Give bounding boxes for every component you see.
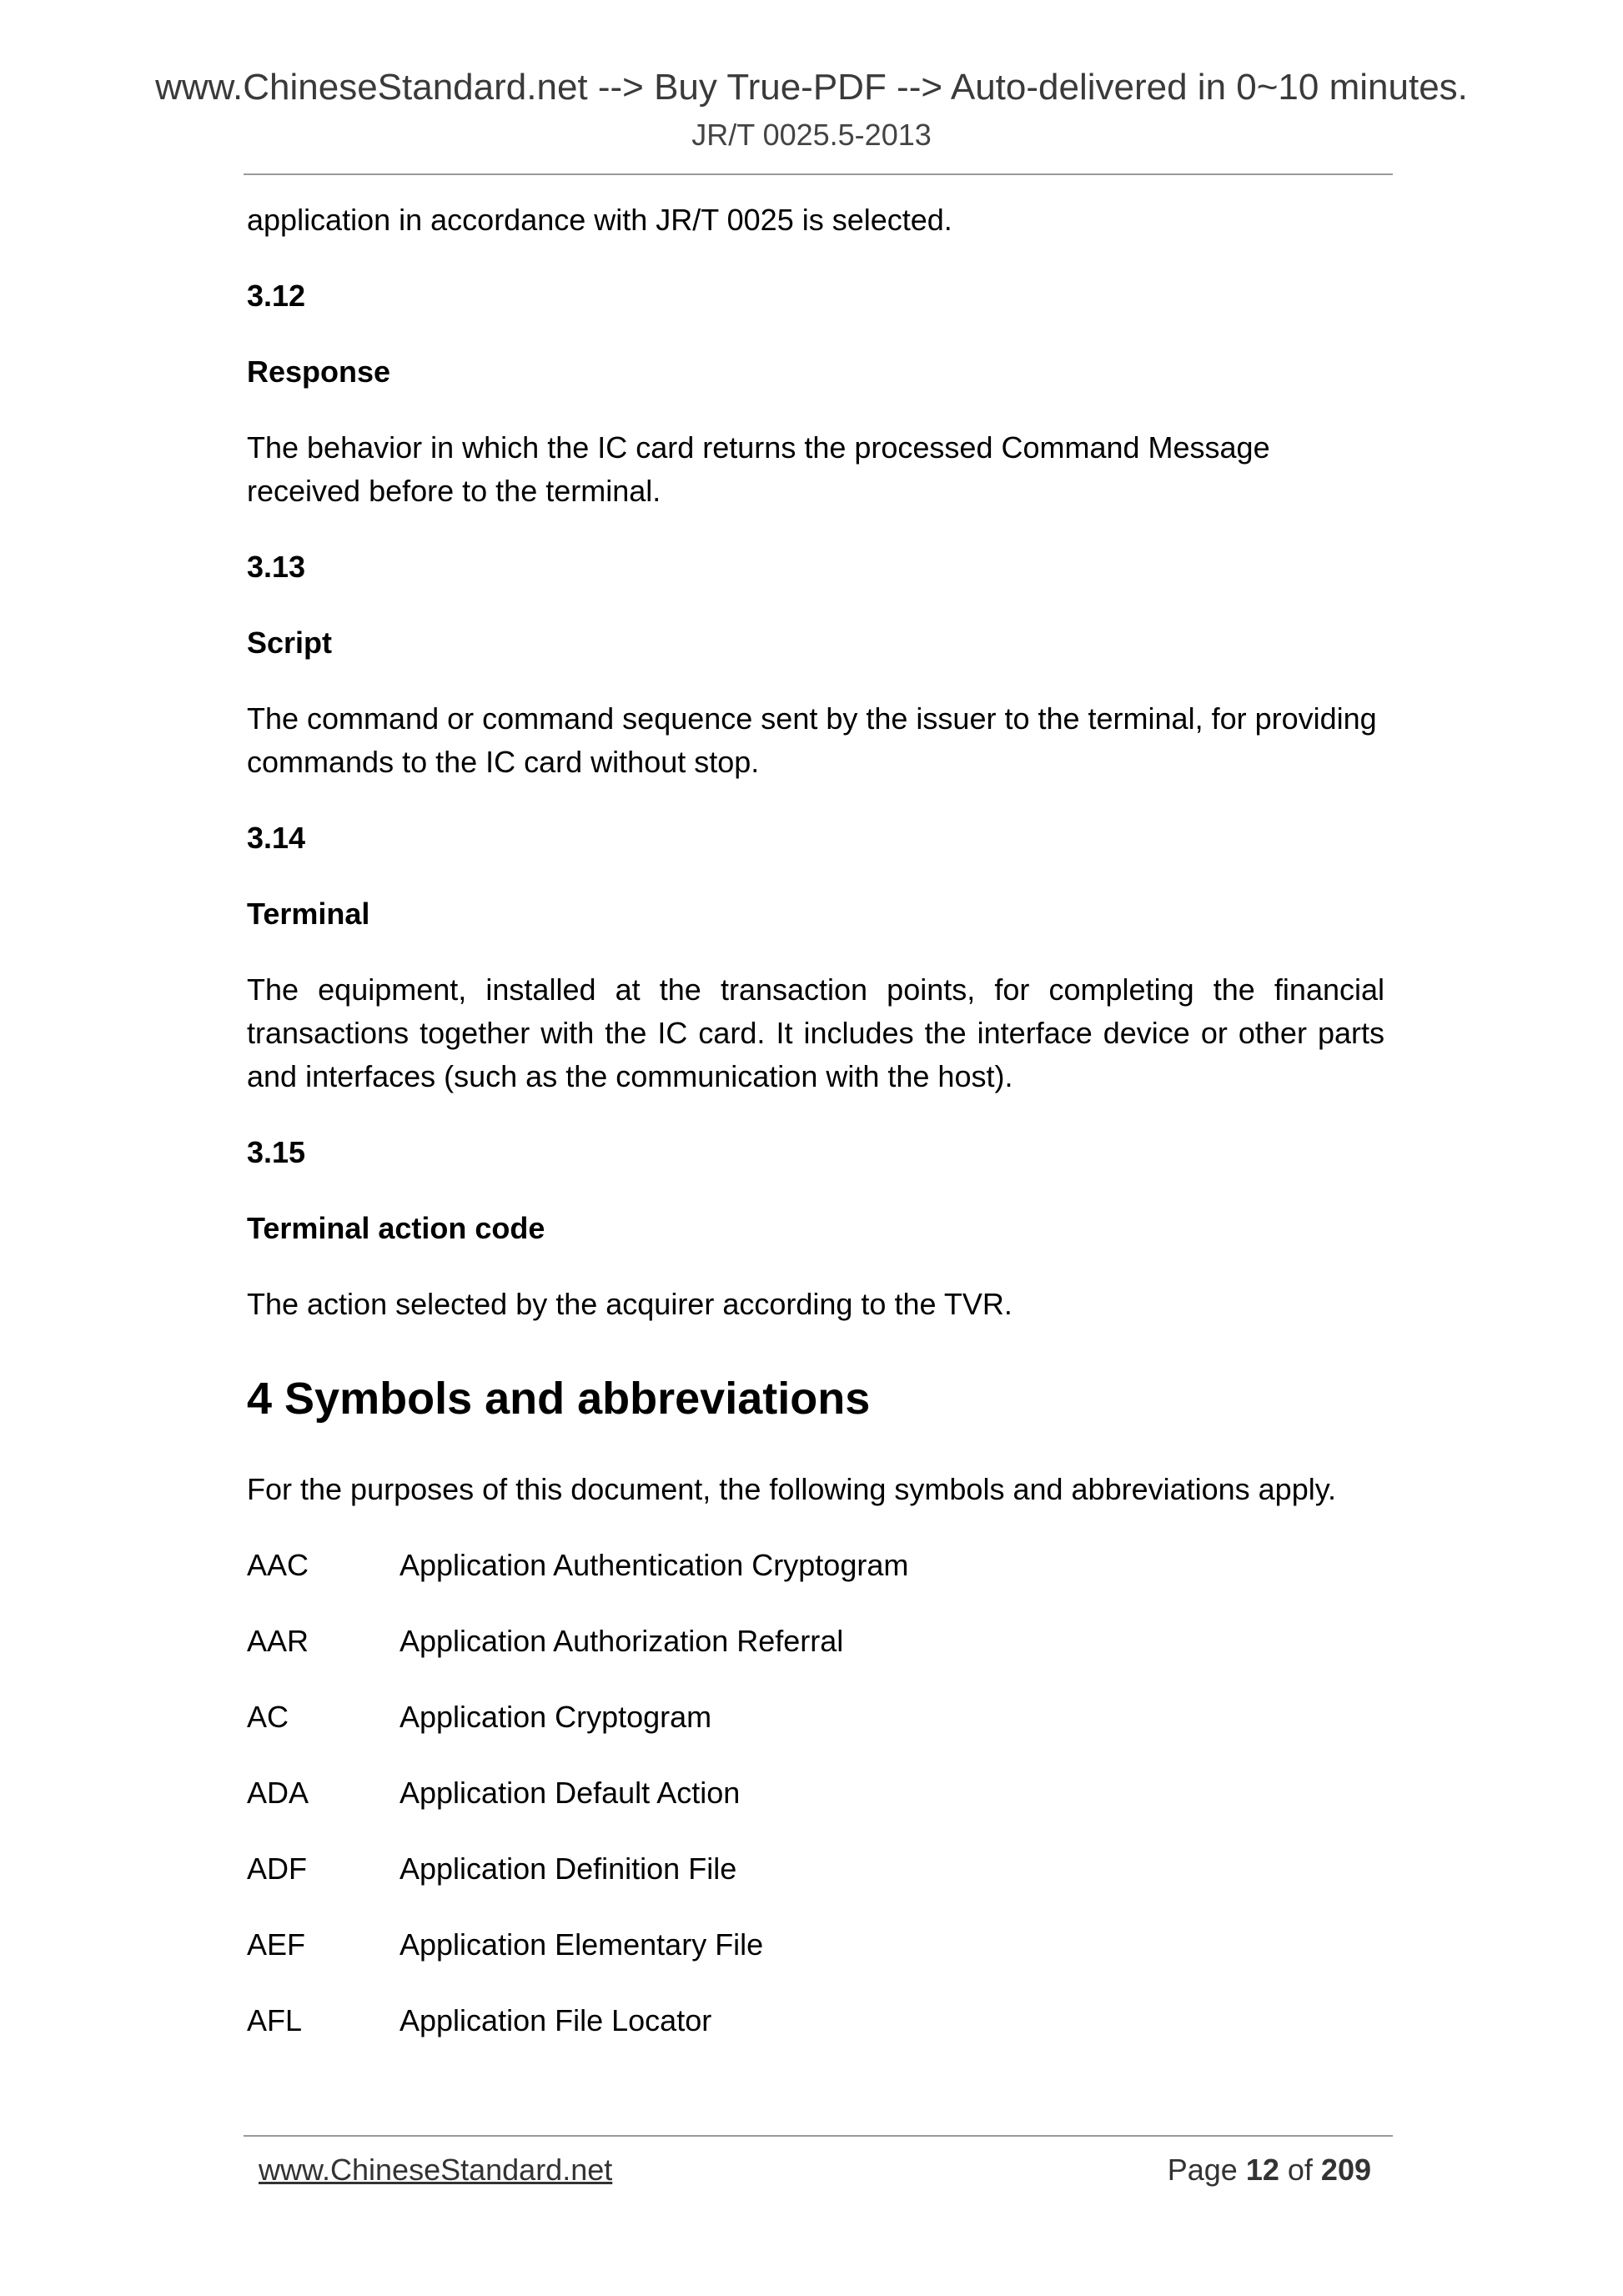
abbreviation-term: AFL — [247, 2003, 303, 2037]
abbreviation-term: ADF — [247, 1851, 307, 1886]
term-definition: The equipment, installed at the transaction points, for completing the financial transactions together with the IC card. It includes the interface device or other parts and interfaces (such as the communication with the host). — [247, 972, 1384, 1093]
abbreviation-row — [247, 1696, 1384, 1739]
header-divider — [244, 173, 1393, 175]
page-number — [1168, 2152, 1371, 2188]
term-name: Terminal — [247, 897, 370, 931]
abbreviation-definition: Application Authentication Cryptogram — [399, 1548, 909, 1582]
abbreviation-term: AC — [247, 1700, 289, 1734]
term-number: 3.13 — [247, 550, 306, 584]
page-total: 209 — [1320, 2153, 1371, 2187]
section-intro: For the purposes of this document, the following symbols and abbreviations apply. — [247, 1472, 1337, 1506]
term-number: 3.15 — [247, 1135, 306, 1169]
abbreviation-definition: Application Definition File — [399, 1851, 737, 1886]
footer-divider — [244, 2135, 1393, 2137]
abbreviation-row — [247, 1620, 1384, 1663]
abbreviation-row — [247, 1999, 1384, 2042]
abbreviation-definition: Application Default Action — [399, 1776, 741, 1810]
abbreviation-definition: Application File Locator — [399, 2003, 712, 2037]
abbreviation-row — [247, 1771, 1384, 1815]
page-label: Page — [1167, 2153, 1238, 2187]
term-name: Terminal action code — [247, 1211, 545, 1245]
term-name: Script — [247, 625, 333, 660]
abbreviation-row — [247, 1923, 1384, 1967]
abbreviation-term: AAR — [247, 1624, 309, 1658]
abbreviation-term: AEF — [247, 1927, 306, 1962]
term-name: Response — [247, 354, 391, 389]
term-definition: The action selected by the acquirer according to the TVR. — [247, 1287, 1012, 1321]
footer-site-link[interactable]: www.ChineseStandard.net — [259, 2153, 613, 2187]
term-number: 3.12 — [247, 279, 306, 313]
page-current: 12 — [1245, 2153, 1279, 2187]
document-code: JR/T 0025.5-2013 — [691, 118, 932, 152]
abbreviation-row — [247, 1847, 1384, 1891]
abbreviation-row — [247, 1544, 1384, 1587]
page-content — [247, 198, 1384, 2075]
term-number: 3.14 — [247, 821, 306, 855]
term-definition: The behavior in which the IC card returns the processed Command Message received before to the terminal. — [247, 430, 1270, 508]
abbreviation-term: AAC — [247, 1548, 309, 1582]
abbreviation-definition: Application Authorization Referral — [399, 1624, 844, 1658]
header-banner: www.ChineseStandard.net --> Buy True-PDF --> Auto-delivered in 0~10 minutes. — [155, 67, 1468, 108]
abbreviation-definition: Application Cryptogram — [399, 1700, 712, 1734]
abbreviation-definition: Application Elementary File — [399, 1927, 764, 1962]
abbreviation-list — [247, 1544, 1384, 2042]
continuation-text: application in accordance with JR/T 0025 is selected. — [247, 203, 952, 237]
page-of: of — [1287, 2153, 1313, 2187]
section-heading: 4 Symbols and abbreviations — [247, 1374, 871, 1424]
term-definition: The command or command sequence sent by the issuer to the terminal, for providing commands to the IC card without stop. — [247, 701, 1377, 779]
abbreviation-term: ADA — [247, 1776, 309, 1810]
